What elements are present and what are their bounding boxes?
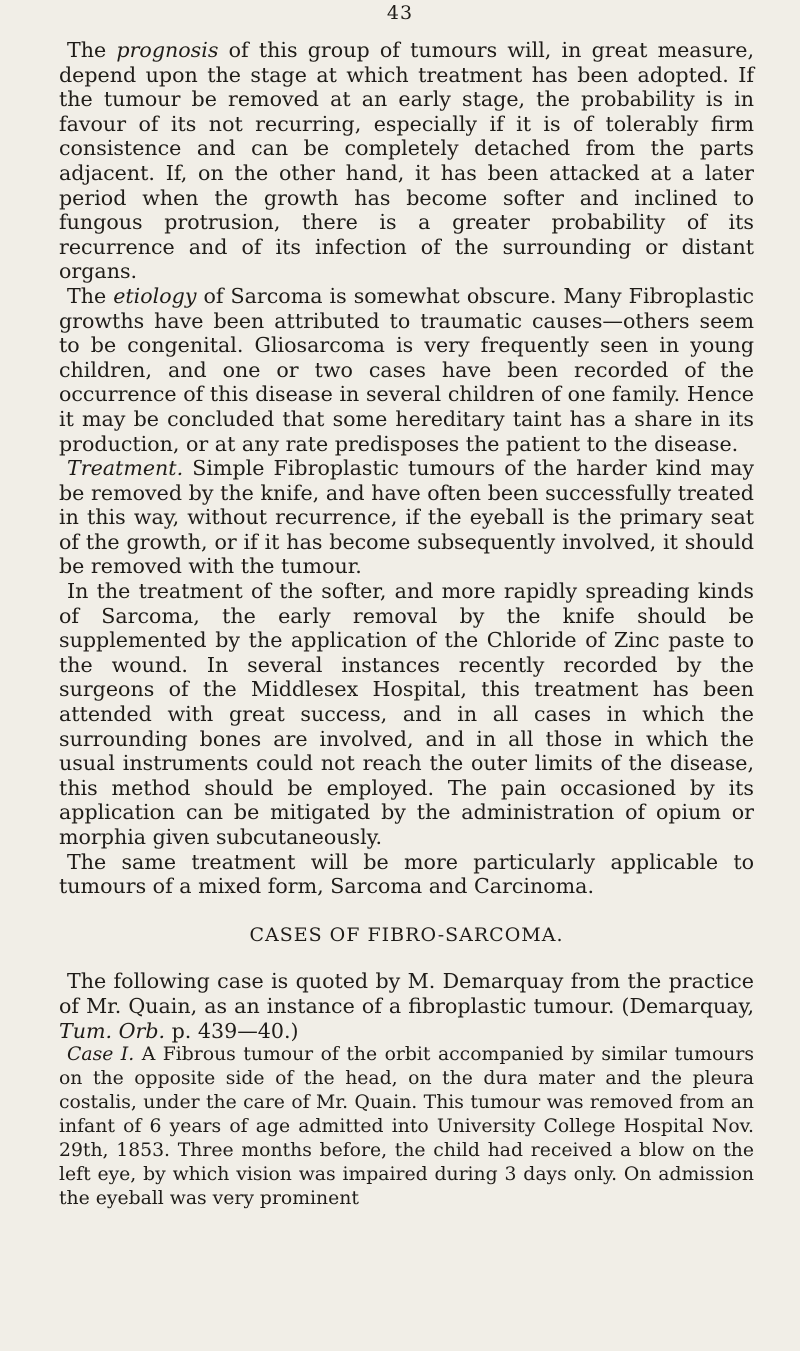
paragraph-text: In the treatment of the softer, and more rapidly spreading kinds of Sarcoma, the early removal by the knife should be supplemented by the application of the Chloride of Zinc paste to the wound. In several instances recently recorded by the surgeons of the Middlesex Hospital, this treatment has been attended with great success, and in all cases in which the surrounding bones are involved, and in all those in which the usual instruments could not reach the outer limits of the disease, this method should be employed. The pain occasioned by its application can be mitigated by the administration of opium or morphia given subcutaneously. — [59, 579, 754, 849]
paragraph-case-intro — [59, 969, 754, 1043]
page-number: 43 — [386, 2, 414, 24]
italic-case-label: Case I. — [67, 1044, 135, 1066]
paragraph-text: of this group of tumours will, in great measure, depend upon the stage at which treatment has been adopted. If the tumour be removed at an early stage, the probability is in favour of its not recurring, especially if it is of tolerably firm consistence and can be completely detached from the parts adjacent. If, on the other hand, it has been attacked at a later period when the growth has become softer and inclined to fungous protrusion, there is a greater probability of its recurrence and of its infection of the surrounding or distant organs. — [59, 38, 754, 284]
paragraph-soft-sarcoma-treatment — [59, 579, 754, 850]
paragraph-tail: p. 439—40.) — [165, 1018, 299, 1043]
paragraph-text: Simple Fibroplastic tumours of the harder kind may be removed by the knife, and have often been successfully treated in this way, without recurrence, if the eyeball is the primary seat of the growth, or if it has become subsequently involved, it should be removed with the tumour. — [59, 456, 754, 579]
paragraph-lead: The — [67, 283, 114, 308]
paragraph-prognosis — [59, 38, 754, 284]
paragraph-mixed-tumours — [59, 850, 754, 899]
italic-term-etiology: etiology — [113, 283, 197, 308]
paragraph-treatment — [59, 456, 754, 579]
paragraph-lead: The — [67, 38, 117, 62]
paragraph-etiology — [59, 284, 754, 456]
section-heading: CASES OF FIBRO-SARCOMA. — [249, 923, 564, 946]
paragraph-case-one — [59, 1043, 754, 1210]
italic-citation: Tum. Orb. — [59, 1018, 166, 1043]
paragraph-text: The same treatment will be more particularly applicable to tumours of a mixed form, Sarcoma and Carcinoma. — [59, 849, 754, 899]
italic-term-prognosis: prognosis — [116, 38, 219, 62]
italic-term-treatment: Treatment. — [67, 456, 184, 481]
paragraph-text: of Sarcoma is somewhat obscure. Many Fibroplastic growths have been attributed to traumatic causes—others seem to be congenital. Gliosarcoma is very frequently seen in young children, and one or two cases have been recorded of the occurrence of this disease in several children of one family. Hence it may be concluded that some hereditary taint has a share in its production, or at any rate predisposes the patient to the disease. — [59, 283, 754, 456]
body-text — [59, 38, 754, 1211]
paragraph-text: A Fibrous tumour of the orbit accompanied by similar tumours on the opposite side of the head, on the dura mater and the pleura costalis, under the care of Mr. Quain. This tumour was removed from an infant of 6 years of age admitted into University College Hospital Nov. 29th, 1853. Three months before, the child had received a blow on the left eye, by which vision was impaired during 3 days only. On admission the eyeball was very prominent — [59, 1044, 754, 1209]
paragraph-text: The following case is quoted by M. Demarquay from the practice of Mr. Quain, as an instance of a fibroplastic tumour. (Demarquay, — [59, 969, 754, 1018]
